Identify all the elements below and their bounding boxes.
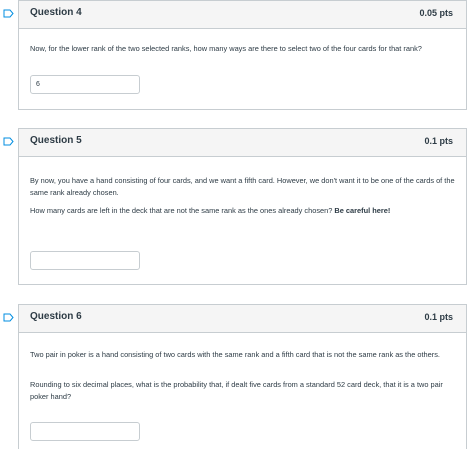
question-header xyxy=(19,1,466,29)
flag-question-icon[interactable] xyxy=(3,313,14,322)
question-4 xyxy=(18,0,467,110)
flag-question-icon[interactable] xyxy=(3,137,14,146)
question-5 xyxy=(18,128,467,285)
question-points: 0.05 pts xyxy=(419,8,453,18)
question-title: Question 5 xyxy=(30,135,82,146)
question-title: Question 6 xyxy=(30,311,82,322)
answer-input[interactable] xyxy=(30,422,140,441)
question-text-2 xyxy=(30,205,456,217)
answer-input[interactable]: 6 xyxy=(30,75,140,94)
question-text-plain: How many cards are left in the deck that are not the same rank as the ones already chosen? xyxy=(30,206,335,215)
question-text: By now, you have a hand consisting of four cards, and we want a fifth card. However, we don't want it to be one of the cards of the same rank already chosen. xyxy=(30,176,455,197)
question-points: 0.1 pts xyxy=(424,312,453,322)
question-text-emphasis: Be careful here! xyxy=(334,206,391,215)
question-text: Now, for the lower rank of the two selected ranks, how many ways are there to select two of the four cards for that rank? xyxy=(30,44,422,53)
question-title: Question 4 xyxy=(30,7,82,18)
question-text: Two pair in poker is a hand consisting of two cards with the same rank and a fifth card that is not the same rank as the others. xyxy=(30,350,440,359)
question-header xyxy=(19,305,466,333)
question-header xyxy=(19,129,466,157)
question-6 xyxy=(18,304,467,449)
question-points: 0.1 pts xyxy=(424,136,453,146)
flag-question-icon[interactable] xyxy=(3,9,14,18)
answer-input[interactable] xyxy=(30,251,140,270)
question-text-2: Rounding to six decimal places, what is the probability that, if dealt five cards from a standard 52 card deck, that it is a two pair poker hand? xyxy=(30,380,443,401)
